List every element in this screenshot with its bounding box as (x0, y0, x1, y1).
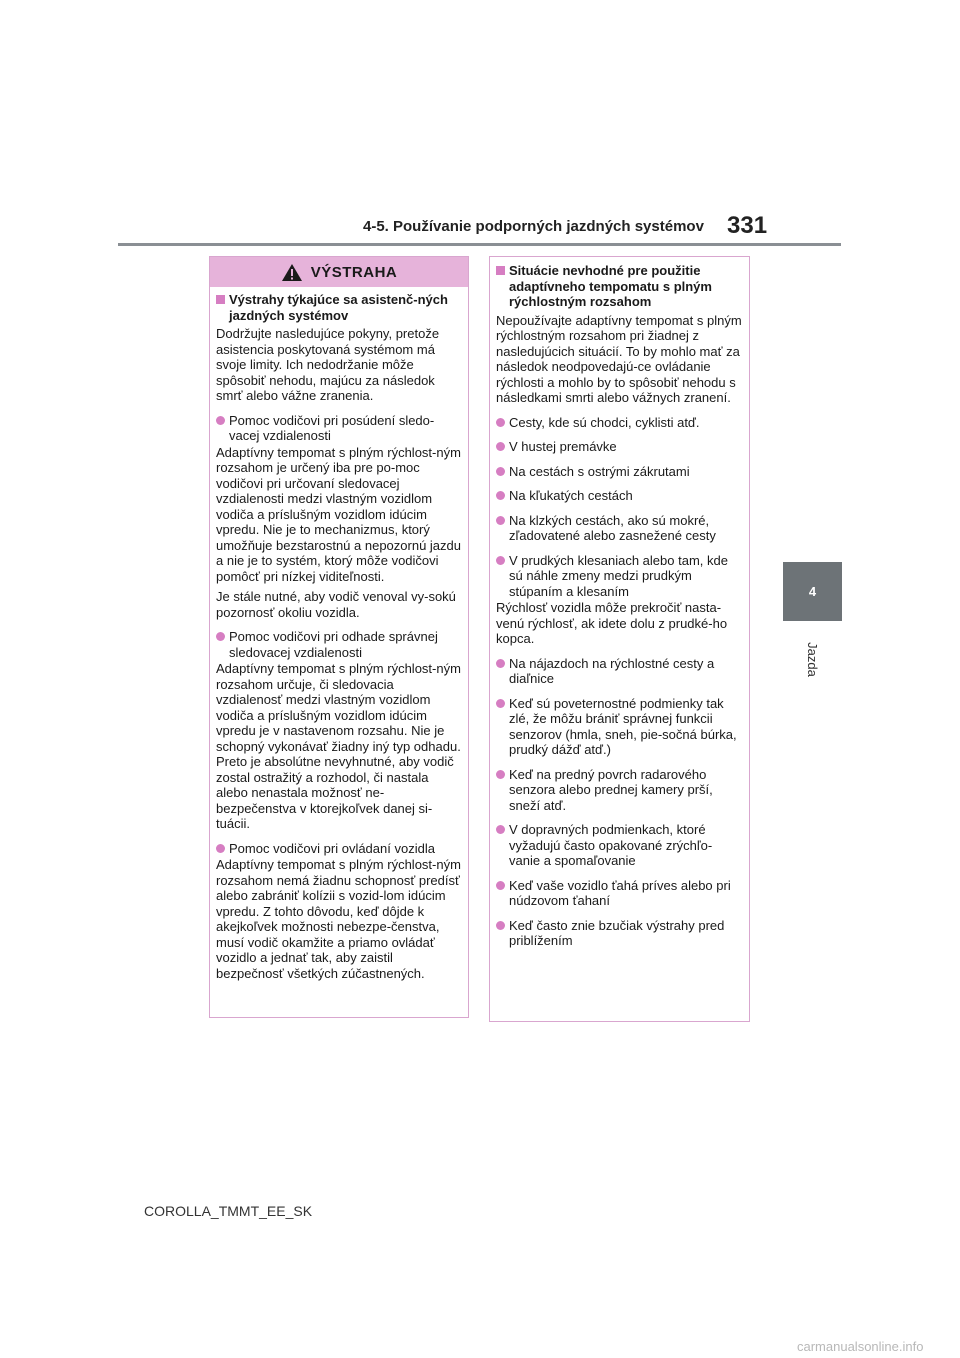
situation-item (496, 767, 743, 814)
warning-title: VÝSTRAHA (310, 263, 398, 281)
situation-item-text: Na klzkých cestách, ako sú mokré, zľadovatené alebo zasnežené cesty (509, 512, 716, 543)
warning-intro: Dodržujte nasledujúce pokyny, pretože asistencia poskytovaná systémom má svoje limity. Ich nedodržanie môže spôsobiť nehodu, majúcu za následok smrť alebo vážne zranenia. (216, 326, 440, 403)
square-bullet-icon (216, 295, 225, 304)
circle-bullet-icon (496, 442, 505, 451)
situations-content (490, 257, 749, 949)
situation-item-text: V prudkých klesaniach alebo tam, kde sú náhle zmeny medzi prudkým stúpaním a klesaním (509, 552, 728, 599)
circle-bullet-icon (496, 516, 505, 525)
situation-item (496, 439, 743, 455)
watermark: carmanualsonline.info (797, 1339, 924, 1354)
chapter-title: 4-5. Používanie podporných jazdných systémov (363, 218, 704, 235)
circle-bullet-icon (496, 825, 505, 834)
situation-item-text: V hustej premávke (509, 439, 617, 454)
situation-item-text: Na cestách s ostrými zákrutami (509, 463, 690, 479)
square-bullet-icon (496, 266, 505, 275)
warning-triangle-icon (281, 263, 303, 282)
warning-bullet-1 (216, 413, 462, 444)
situation-item-text: Cesty, kde sú chodci, cyklisti atď. (509, 414, 700, 430)
warning-content (210, 287, 468, 981)
circle-bullet-icon (496, 491, 505, 500)
chapter-tab-number: 4 (808, 584, 817, 599)
circle-bullet-icon (496, 556, 505, 565)
situation-item-text: Na nájazdoch na rýchlostné cesty a diaľnice (509, 655, 715, 686)
situations-section-title-text: Situácie nevhodné pre použitie adaptívneho tempomatu s plným rýchlostným rozsahom (509, 263, 712, 309)
circle-bullet-icon (496, 770, 505, 779)
warning-section-title (216, 292, 462, 323)
situation-item-text: Keď na predný povrch radarového senzora alebo prednej kamery prší, sneží atď. (509, 766, 713, 813)
situation-item-text: Keď vaše vozidlo ťahá príves alebo pri núdzovom ťahaní (509, 877, 731, 908)
warning-bullet-1-text: Adaptívny tempomat s plným rýchlost-ným rozsahom je určený iba pre po-moc vodičovi pri určovaní sledovacej vzdialenosti medzi vlastným vozidlom vodiča a príslušným vozidlom idúcim vpredu. Nie je to mechanizmus, ktorý umožňuje bezstarostnú a nepozornú jazdu a nie je to systém, ktorý môže vodičovi pomôcť pri nízkej viditeľnosti. (216, 444, 461, 584)
header-rule (118, 243, 841, 246)
warning-bullet-3-title: Pomoc vodičovi pri ovládaní vozidla (229, 840, 435, 856)
situation-item (496, 878, 743, 909)
warning-header (210, 257, 468, 287)
page-number: 331 (727, 212, 768, 239)
chapter-label (786, 633, 838, 685)
situation-item (496, 553, 743, 600)
warning-bullet-3-text: Adaptívny tempomat s plným rýchlost-ným rozsahom nemá žiadnu schopnosť predísť alebo zabrániť kolízii s vozid-lom idúcim vpredu. Z tohto dôvodu, keď dôjde k akejkoľvek možnosti nebezpe-čenstva, musí vodič okamžite a priamo ovládať vozidlo a jednať tak, aby zaistil bezpečnosť všetkých zúčastnených. (216, 857, 461, 981)
warning-bullet-2-text: Adaptívny tempomat s plným rýchlost-ným rozsahom určuje, či sledovacia vzdialenosť medzi vlastným vozidlom vodiča a príslušným vozidlom idúcim vpredu je v nastavenom rozsahu. Nie je schopný vykonávať žiadny iný typ odhadu. Preto je absolútne nevyhnutné, aby vodič zostal ostražitý a rozhodol, či nastala alebo nenastala možnosť ne-bezpečenstva v ktorejkoľvek danej si-tuácii. (216, 661, 461, 831)
situations-section-title (496, 263, 743, 310)
warning-bullet-1-text2: Je stále nutné, aby vodič venoval vy-sokú pozornosť okoliu vozidla. (216, 589, 456, 620)
situation-item-text: Keď sú poveternostné podmienky tak zlé, že môžu brániť správnej funkcii senzorov (hmla, sneh, pie-sočná búrka, prudký dážď atď.) (509, 695, 737, 757)
circle-bullet-icon (216, 844, 225, 853)
circle-bullet-icon (496, 467, 505, 476)
situation-item-text: Na kľukatých cestách (509, 488, 633, 503)
circle-bullet-icon (496, 699, 505, 708)
circle-bullet-icon (216, 416, 225, 425)
circle-bullet-icon (496, 881, 505, 890)
situations-box (489, 256, 750, 1022)
document-code: COROLLA_TMMT_EE_SK (144, 1203, 313, 1219)
situation-item (496, 822, 743, 869)
chapter-tab[interactable] (783, 562, 842, 621)
situation-item-text: Keď často znie bzučiak výstrahy pred priblížením (509, 917, 725, 948)
situation-item-text: V dopravných podmienkach, ktoré vyžadujú často opakované zrýchľo-vanie a spomaľovanie (509, 822, 713, 868)
situation-item (496, 656, 743, 687)
circle-bullet-icon (216, 632, 225, 641)
warning-bullet-2 (216, 629, 462, 660)
warning-bullet-2-title: Pomoc vodičovi pri odhade správnej sledovacej vzdialenosti (229, 629, 438, 660)
warning-section-title-text: Výstrahy týkajúce sa asistenč-ných jazdných systémov (229, 292, 448, 323)
warning-box (209, 256, 469, 1018)
situations-intro: Nepoužívajte adaptívny tempomat s plným rýchlostným rozsahom pri žiadnej z nasledujúcich situácií. To by mohlo mať za následok neodpovedajú-ce ovládanie rýchlosti a mohlo by to spôsobiť nehodu s následkami smrti alebo vážnych zranení. (496, 312, 742, 405)
situation-item (496, 415, 743, 431)
situation-item (496, 488, 743, 504)
circle-bullet-icon (496, 418, 505, 427)
circle-bullet-icon (496, 921, 505, 930)
situation-item-note: Rýchlosť vozidla môže prekročiť nasta-venú rýchlosť, ak idete dolu z prudké-ho kopca. (496, 600, 728, 646)
situation-item (496, 464, 743, 480)
situation-item (496, 696, 743, 758)
warning-bullet-1-title: Pomoc vodičovi pri posúdení sledo-vacej vzdialenosti (229, 412, 435, 443)
chapter-label-text: Jazda (804, 641, 820, 677)
warning-bullet-3 (216, 841, 462, 857)
circle-bullet-icon (496, 659, 505, 668)
situation-item (496, 918, 743, 949)
situation-item (496, 513, 743, 544)
